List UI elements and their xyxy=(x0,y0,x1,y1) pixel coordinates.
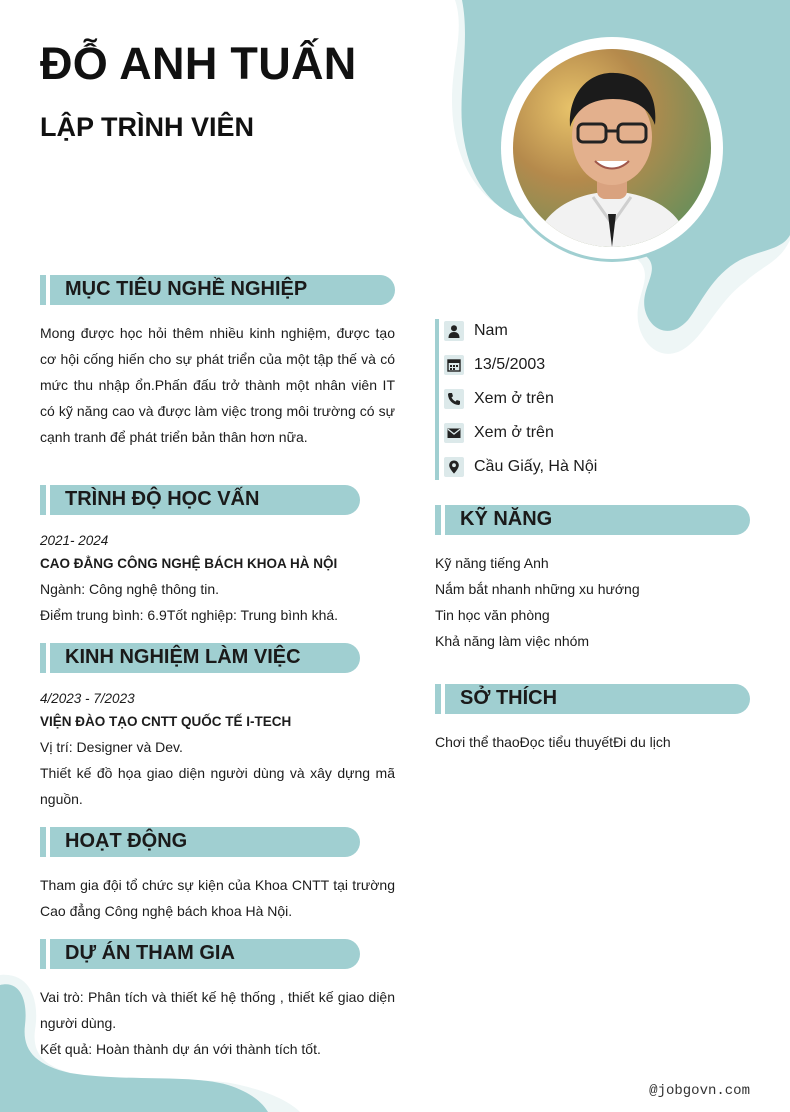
education-major: Ngành: Công nghệ thông tin. xyxy=(40,581,220,597)
experience-heading: KINH NGHIỆM LÀM VIỆC xyxy=(40,643,360,673)
watermark: @jobgovn.com xyxy=(649,1083,750,1099)
hobbies-text: Chơi thể thaoĐọc tiểu thuyếtĐi du lịch xyxy=(435,734,671,750)
avatar xyxy=(513,49,711,247)
skill-item: Nắm bắt nhanh những xu hướng xyxy=(435,581,640,597)
activities-heading: HOẠT ĐỘNG xyxy=(40,827,360,857)
contact-accent-bar xyxy=(435,319,439,480)
education-heading: TRÌNH ĐỘ HỌC VẤN xyxy=(40,485,360,515)
experience-description: Thiết kế đồ họa giao diện người dùng và xây dựng mã nguồn. xyxy=(40,765,395,807)
education-gpa: Điểm trung bình: 6.9Tốt nghiệp: Trung bình khá. xyxy=(40,607,339,623)
projects-result: Kết quả: Hoàn thành dự án với thành tích tốt. xyxy=(40,1041,321,1057)
education-period: 2021- 2024 xyxy=(40,533,109,548)
mail-icon xyxy=(444,423,464,443)
phone-icon xyxy=(444,389,464,409)
hobbies-heading: SỞ THÍCH xyxy=(435,684,750,714)
experience-period: 4/2023 - 7/2023 xyxy=(40,691,135,706)
experience-position: Vị trí: Designer và Dev. xyxy=(40,739,183,755)
skill-item: Tin học văn phòng xyxy=(435,607,550,623)
education-school: CAO ĐẲNG CÔNG NGHỆ BÁCH KHOA HÀ NỘI xyxy=(40,556,338,571)
activities-text: Tham gia đội tổ chức sự kiện của Khoa CNTT tại trường Cao đẳng Công nghệ bách khoa Hà Nội. xyxy=(40,877,395,919)
skills-heading: KỸ NĂNG xyxy=(435,505,750,535)
career-objective-heading: MỤC TIÊU NGHỀ NGHIỆP xyxy=(40,275,395,305)
candidate-name: ĐỖ ANH TUẤN xyxy=(40,38,357,89)
projects-heading: DỰ ÁN THAM GIA xyxy=(40,939,360,969)
projects-role: Vai trò: Phân tích và thiết kế hệ thống , thiết kế giao diện người dùng. xyxy=(40,989,395,1031)
skill-item: Kỹ năng tiếng Anh xyxy=(435,555,549,571)
job-title: LẬP TRÌNH VIÊN xyxy=(40,112,255,142)
experience-company: VIỆN ĐÀO TẠO CNTT QUỐC TẾ I-TECH xyxy=(40,714,292,729)
person-icon xyxy=(444,321,464,341)
location-pin-icon xyxy=(444,457,464,477)
calendar-icon xyxy=(444,355,464,375)
career-objective-text: Mong được học hỏi thêm nhiều kinh nghiệm, được tạo cơ hội cống hiến cho sự phát triển của một tập thế và có mức thu nhập ổn.Phấn đấu trở thành một nhân viên IT có kỹ năng cao và được làm việc trong môi trường có sự cạnh tranh để phát triển bản thân hơn nữa. xyxy=(40,325,395,445)
skill-item: Khả năng làm việc nhóm xyxy=(435,633,590,649)
